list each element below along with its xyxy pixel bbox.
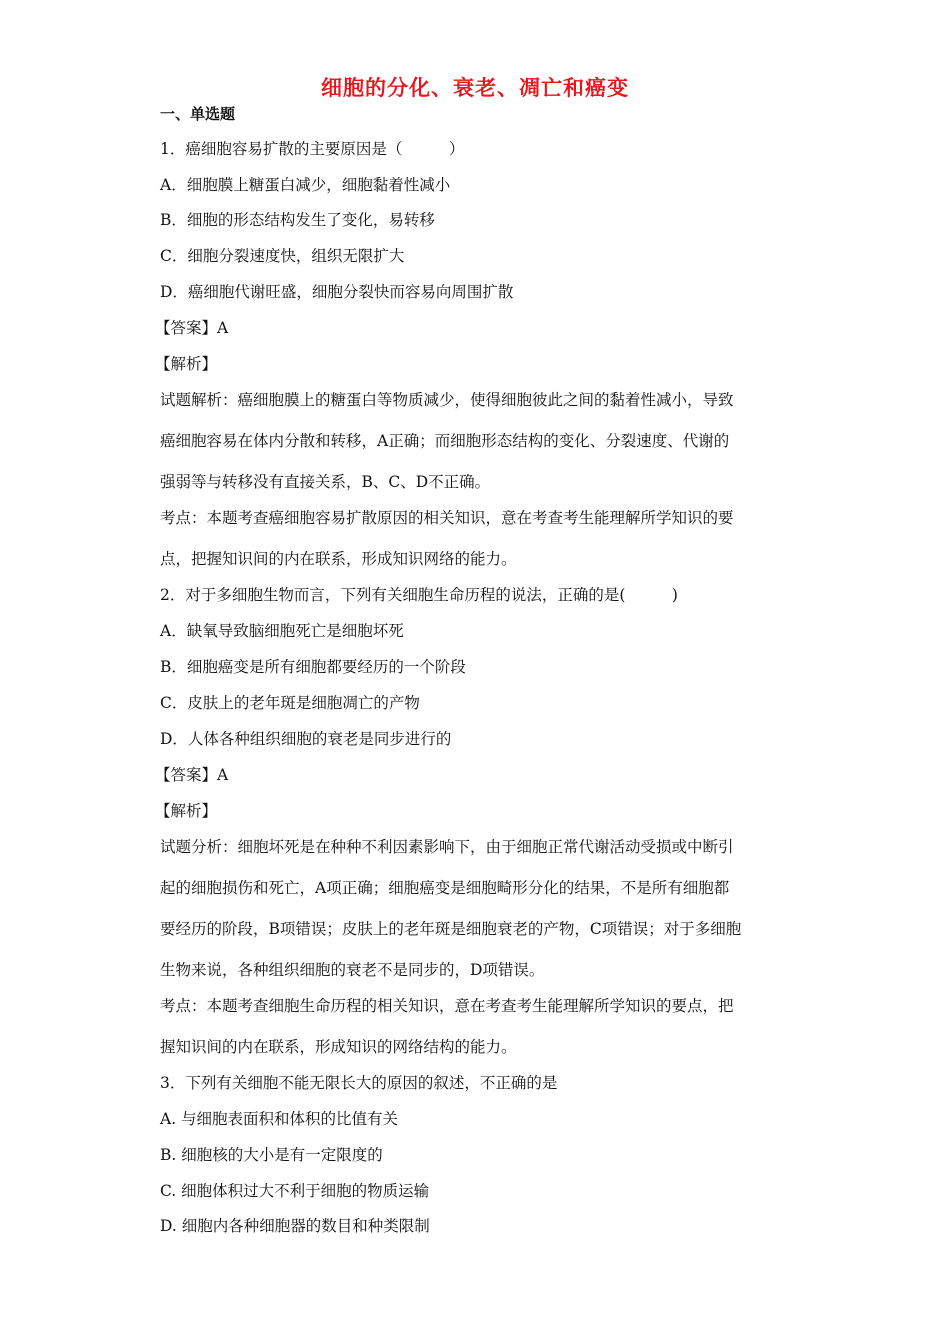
q1-analysis-line: 强弱等与转移没有直接关系，B、C、D不正确。 [160, 473, 491, 491]
q2-option-d: D．人体各种组织细胞的衰老是同步进行的 [160, 730, 452, 748]
q2-kaodian-line: 握知识间的内在联系，形成知识的网络结构的能力。 [160, 1038, 517, 1056]
q1-option-b: B．细胞的形态结构发生了变化，易转移 [160, 211, 435, 229]
q1-analysis-line: 试题解析：癌细胞膜上的糖蛋白等物质减少，使得细胞彼此之间的黏着性减小，导致 [160, 391, 734, 409]
q2-option-b: B．细胞癌变是所有细胞都要经历的一个阶段 [160, 658, 466, 676]
q2-kaodian-line: 考点：本题考查细胞生命历程的相关知识，意在考查考生能理解所学知识的要点，把 [160, 997, 734, 1015]
q2-analysis-line: 试题分析：细胞坏死是在种种不利因素影响下，由于细胞正常代谢活动受损或中断引 [160, 838, 734, 856]
q1-option-d: D．癌细胞代谢旺盛，细胞分裂快而容易向周围扩散 [160, 283, 514, 301]
q3-option-a: A. 与细胞表面积和体积的比值有关 [160, 1110, 399, 1128]
section-heading: 一、单选题 [160, 105, 236, 123]
q1-kaodian-line: 考点：本题考查癌细胞容易扩散原因的相关知识，意在考查考生能理解所学知识的要 [160, 509, 734, 527]
q2-option-c: C．皮肤上的老年斑是细胞凋亡的产物 [160, 694, 420, 712]
q2-stem: 2．对于多细胞生物而言，下列有关细胞生命历程的说法，正确的是( ) [160, 586, 678, 604]
document-title: 细胞的分化、衰老、凋亡和癌变 [321, 76, 629, 100]
q3-option-c: C. 细胞体积过大不利于细胞的物质运输 [160, 1182, 430, 1200]
q1-analysis-label: 【解析】 [155, 355, 218, 373]
q2-analysis-line: 生物来说，各种组织细胞的衰老不是同步的，D项错误。 [160, 961, 545, 979]
q2-analysis-line: 起的细胞损伤和死亡，A项正确；细胞癌变是细胞畸形分化的结果，不是所有细胞都 [160, 879, 730, 897]
q1-kaodian-line: 点，把握知识间的内在联系，形成知识网络的能力。 [160, 550, 517, 568]
q1-option-a: A．细胞膜上糖蛋白减少，细胞黏着性减小 [160, 176, 451, 194]
q1-answer: 【答案】A [155, 319, 229, 337]
q2-answer: 【答案】A [155, 766, 229, 784]
q1-stem: 1．癌细胞容易扩散的主要原因是（ ） [160, 140, 465, 158]
q3-option-b: B. 细胞核的大小是有一定限度的 [160, 1146, 383, 1164]
q3-option-d: D. 细胞内各种细胞器的数目和种类限制 [160, 1217, 430, 1235]
q2-analysis-label: 【解析】 [155, 802, 218, 820]
q1-option-c: C．细胞分裂速度快，组织无限扩大 [160, 247, 405, 265]
q2-analysis-line: 要经历的阶段，B项错误；皮肤上的老年斑是细胞衰老的产物，C项错误；对于多细胞 [160, 920, 742, 938]
q3-stem: 3．下列有关细胞不能无限长大的原因的叙述，不正确的是 [160, 1074, 558, 1092]
q1-analysis-line: 癌细胞容易在体内分散和转移，A正确；而细胞形态结构的变化、分裂速度、代谢的 [160, 432, 730, 450]
q2-option-a: A．缺氧导致脑细胞死亡是细胞坏死 [160, 622, 404, 640]
